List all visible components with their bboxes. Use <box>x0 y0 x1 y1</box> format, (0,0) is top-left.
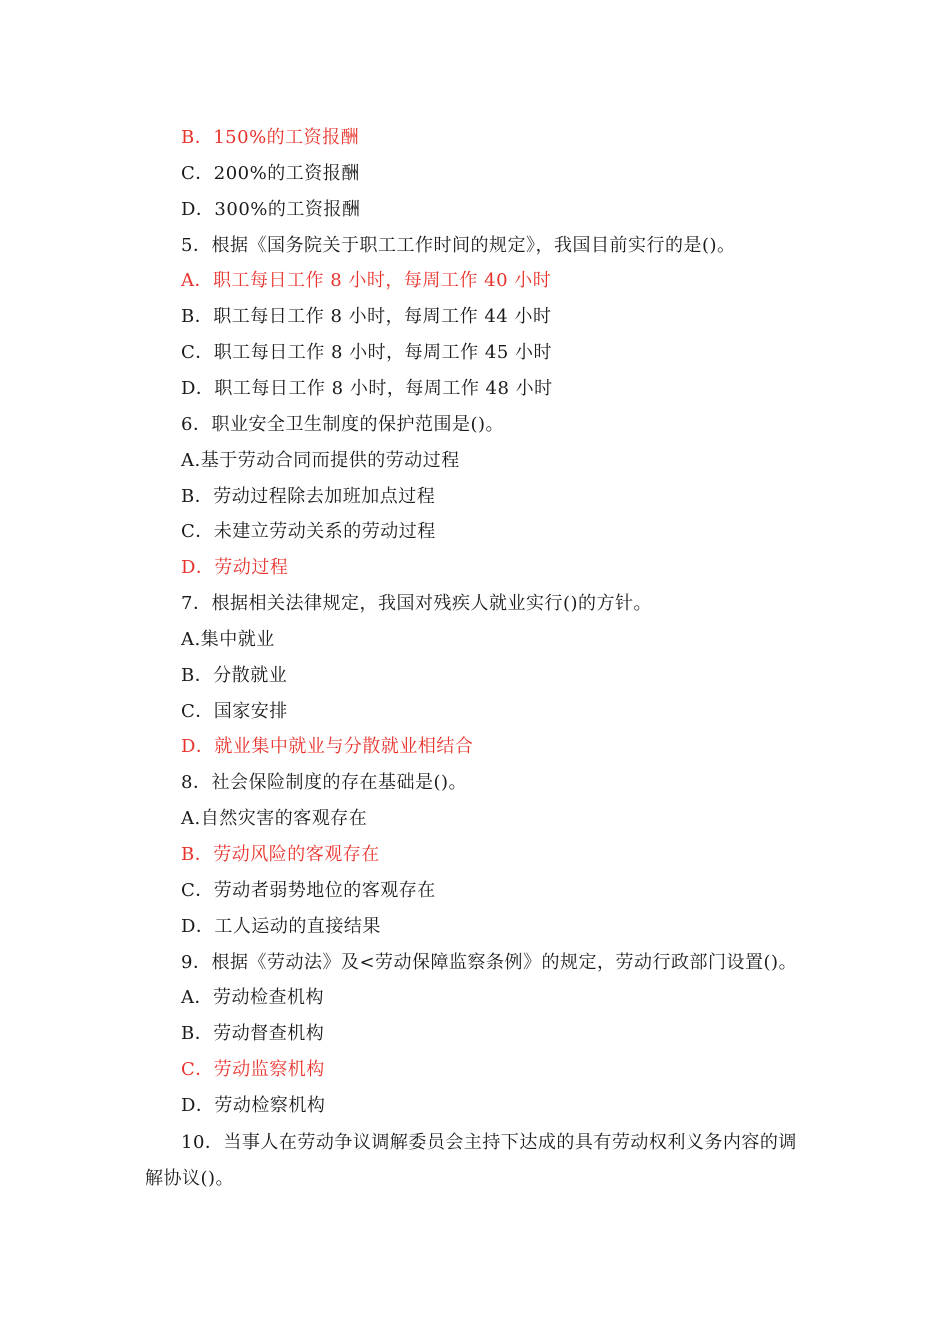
answer-option: D．300%的工资报酬 <box>181 198 361 220</box>
answer-option: C．未建立劳动关系的劳动过程 <box>181 521 436 543</box>
correct-answer-option: D．就业集中就业与分散就业相结合 <box>181 736 474 758</box>
correct-answer-option: B．150%的工资报酬 <box>181 127 360 148</box>
answer-option: A．劳动检查机构 <box>181 987 324 1009</box>
answer-option: C．200%的工资报酬 <box>181 162 360 184</box>
answer-option: A.自然灾害的客观存在 <box>181 808 368 830</box>
answer-option: B．劳动过程除去加班加点过程 <box>181 485 436 507</box>
question-text: 6．职业安全卫生制度的保护范围是()。 <box>181 413 504 435</box>
answer-option: B．职工每日工作 8 小时，每周工作 44 小时 <box>181 306 552 328</box>
answer-option: C．劳动者弱势地位的客观存在 <box>181 879 436 901</box>
question-text: 5．根据《国务院关于职工工作时间的规定》，我国目前实行的是()。 <box>181 234 736 256</box>
answer-option: A.集中就业 <box>181 628 275 650</box>
question-text: 8．社会保险制度的存在基础是()。 <box>181 772 467 794</box>
answer-option: D．职工每日工作 8 小时，每周工作 48 小时 <box>181 377 553 399</box>
correct-answer-option: A．职工每日工作 8 小时，每周工作 40 小时 <box>181 270 552 292</box>
question-text: 7．根据相关法律规定，我国对残疾人就业实行()的方针。 <box>181 593 652 615</box>
answer-option: D．劳动检察机构 <box>181 1094 326 1116</box>
correct-answer-option: C．劳动监察机构 <box>181 1059 325 1081</box>
answer-option: C．职工每日工作 8 小时，每周工作 45 小时 <box>181 342 553 364</box>
correct-answer-option: D．劳动过程 <box>181 557 289 579</box>
answer-option: C．国家安排 <box>181 700 288 722</box>
answer-option: B．分散就业 <box>181 664 288 686</box>
correct-answer-option: B．劳动风险的客观存在 <box>181 844 380 865</box>
answer-option: B．劳动督查机构 <box>181 1023 325 1045</box>
question-10: 10．当事人在劳动争议调解委员会主持下达成的具有劳动权利义务内容的调解协议()。 <box>145 1132 797 1189</box>
answer-option: A.基于劳动合同而提供的劳动过程 <box>181 449 460 471</box>
question-text: 9．根据《劳动法》及<劳动保障监察条例》的规定，劳动行政部门设置()。 <box>181 951 798 973</box>
answer-option: D．工人运动的直接结果 <box>181 915 381 937</box>
